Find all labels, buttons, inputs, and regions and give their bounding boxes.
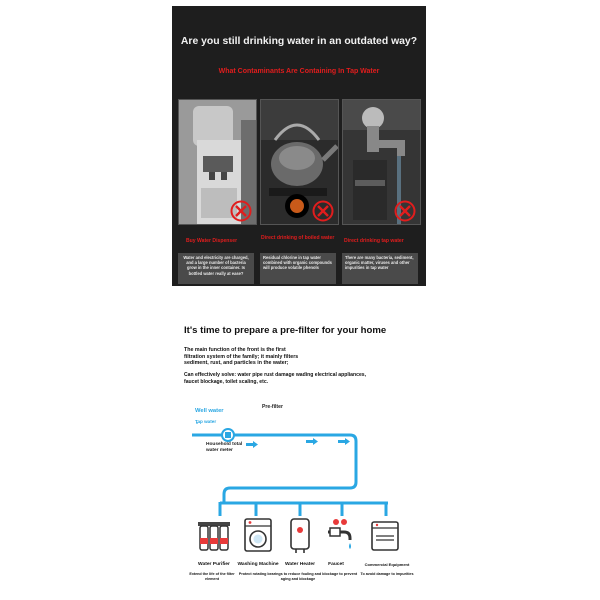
forbidden-icon	[312, 200, 334, 222]
tap-water-label: Tap water	[195, 419, 217, 424]
plumbing-diagram	[190, 400, 420, 530]
item-label-tap: Direct drinking tap water	[344, 238, 404, 244]
desc-line: sediment, rust, and particles in the water;	[184, 360, 289, 367]
water-dispenser-photo	[178, 99, 257, 225]
dishwasher-icon	[370, 516, 400, 554]
faucet-icon	[324, 516, 354, 554]
appliance-name-heater: Water Heater	[285, 562, 315, 567]
appliance-name-commercial: Commercial Equipment	[364, 562, 410, 567]
banner-title: Are you still drinking water in an outdated way?	[180, 36, 418, 47]
appliance-name-faucet: Faucet	[328, 562, 344, 567]
water-heater-icon	[288, 516, 312, 554]
tap-water-photo	[342, 99, 421, 225]
prefilter-solves	[184, 372, 424, 385]
item-note-dispenser: Water and electricity are charged, and a large number of bacteria grow in the inner container. Is bottled water really at ease?	[178, 253, 254, 284]
appliance-name-purifier: Water Purifier	[198, 562, 230, 567]
appliance-desc-purifier: Extend the life of the filter element	[189, 572, 235, 581]
meter-label-line: Household total	[206, 442, 243, 447]
desc-line: The main function of the front is the first	[184, 347, 286, 353]
contaminants-banner	[172, 6, 426, 286]
well-water-label: Well water	[195, 408, 224, 414]
item-note-tap: There are many bacteria, sediment, organic matter, viruses and other impurities in tap water	[342, 253, 418, 284]
banner-subtitle: What Contaminants Are Containing In Tap Water	[218, 68, 380, 75]
solve-line: Can effectively solve: water pipe rust damage wading electrical appliances,	[184, 372, 367, 378]
item-label-dispenser: Buy Water Dispenser	[186, 238, 238, 244]
forbidden-icon	[394, 200, 416, 222]
boiled-water-kettle-photo	[260, 99, 339, 225]
prefilter-label: Pre-filter	[262, 404, 283, 410]
desc-line: filtration system of the family; it mainly filters	[184, 353, 299, 360]
water-purifier-icon	[196, 516, 232, 556]
prefilter-description	[184, 347, 424, 367]
appliance-name-washing: Washing Machine	[237, 562, 279, 567]
item-label-boiled: Direct drinking of boiled water	[261, 235, 335, 241]
item-note-boiled: Residual chlorine in tap water combined with organic compounds will produce volatile phenols	[260, 253, 336, 284]
solve-line: faucet blockage, toilet scaling, etc.	[184, 378, 269, 385]
prefilter-heading: It's time to prepare a pre-filter for your home	[184, 325, 387, 336]
appliance-desc-washing: Protect rotating bearings to reduce fouling and blockage to prevent aging and blockage	[238, 572, 358, 581]
washing-machine-icon	[242, 516, 274, 554]
appliance-desc-commercial: To avoid damage to impurities	[360, 572, 414, 576]
forbidden-icon	[230, 200, 252, 222]
meter-label-line: water meter	[206, 448, 233, 453]
